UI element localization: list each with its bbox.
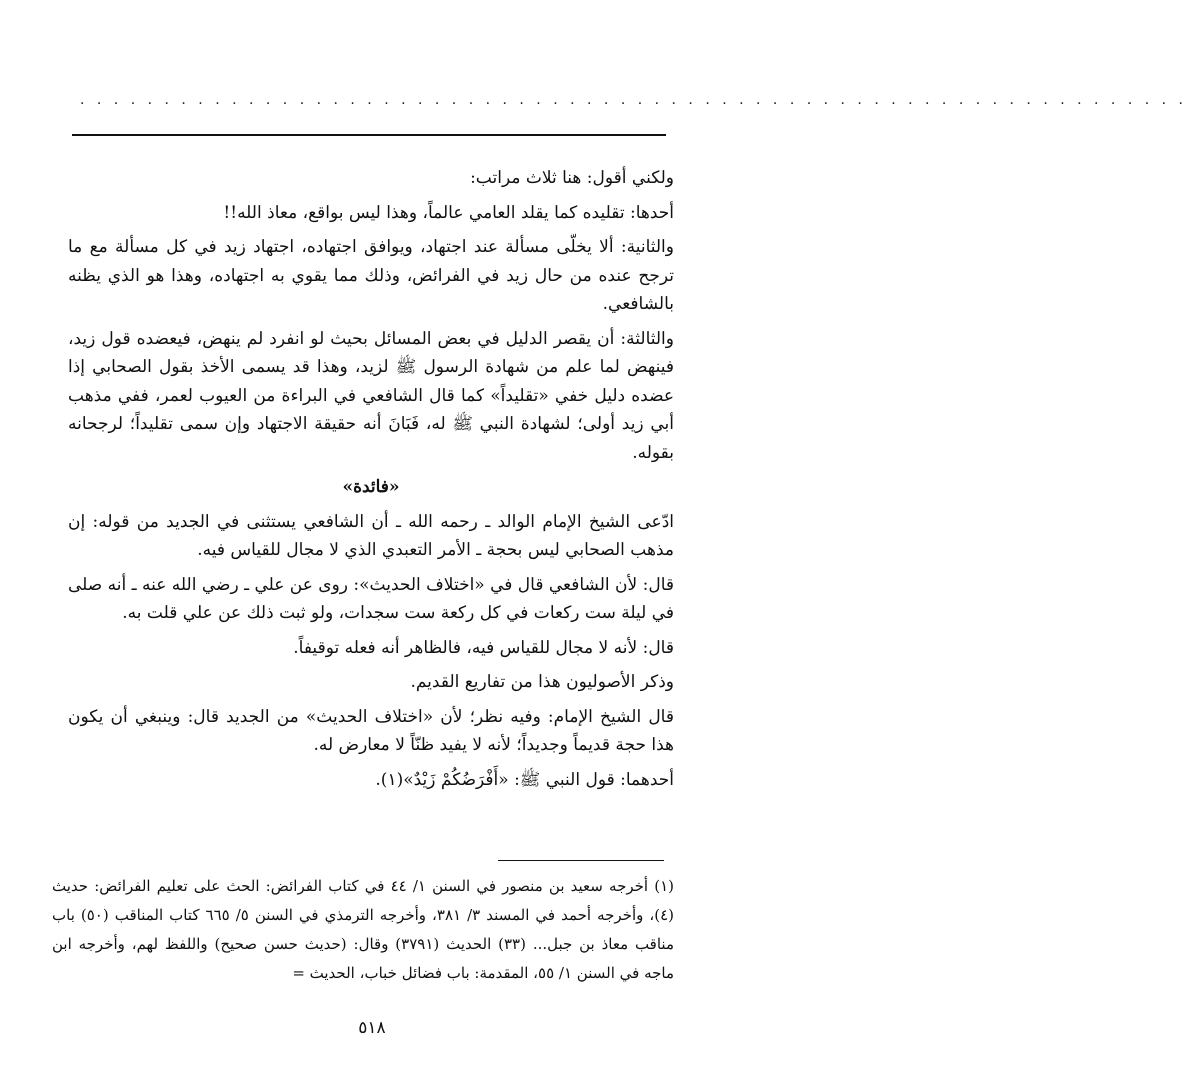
paragraph-usul: وذكر الأصوليون هذا من تفاريع القديم. — [410, 672, 674, 692]
paragraph-claim: ادّعى الشيخ الإمام الوالد ـ رحمه الله ـ أن الشافعي يستثنى في الجديد من قوله: إن مذهب الصحابي ليس بحجة ـ الأمر التعبدي الذي لا مجال للقياس فيه. — [68, 511, 674, 560]
paragraph-intro: ولكني أقول: هنا ثلاث مراتب: — [470, 168, 674, 188]
paragraph-hadith: أحدهما: قول النبي ﷺ: «أَفْرَضُكُمْ زَيْدٌ»(١). — [375, 769, 674, 790]
page-number: ٥١٨ — [358, 1018, 386, 1038]
footnote — [52, 872, 674, 988]
paragraph-objection: قال الشيخ الإمام: وفيه نظر؛ لأن «اختلاف الحديث» من الجديد قال: وينبغي أن يكون هذا حجة قديماً وجديداً؛ لأنه لا يفيد ظنّاً لا معارض له. — [68, 706, 674, 755]
header-rule — [72, 134, 666, 136]
paragraph-first-rank: أحدها: تقليده كما يقلد العامي عالماً، وهذا ليس بواقع، معاذ الله!! — [223, 202, 674, 223]
main-text — [68, 164, 674, 800]
paragraph-third-rank: والثالثة: أن يقصر الدليل في بعض المسائل بحيث لو انفرد لم ينهض، فيعضده قول زيد، فينهض لما علم من شهادة الرسول ﷺ لزيد، وهذا قد يسمى الأخذ بقول الصحابي إذا عضده دليل خفي «تقليداً» كما قال الشافعي في البراءة من العيوب لعمر، ففي مذهب أبي زيد أولى؛ لشهادة النبي ﷺ له، فَبَانَ أنه حقيقة الاجتهاد وإن سمى تقليداً؛ لرجحانه بقوله. — [68, 328, 675, 463]
paragraph-second-rank: والثانية: ألا يخلّى مسألة عند اجتهاد، ويوافق اجتهاده، اجتهاد زيد في كل مسألة مع ما ترجح عنده من حال زيد في الفرائض، وذلك مما يقوي به اجتهاده، وهذا هو الذي يظنه بالشافعي. — [68, 237, 674, 314]
footnote-text: (١) أخرجه سعيد بن منصور في السنن ١/ ٤٤ في كتاب الفرائض: الحث على تعليم الفرائض: حديث (٤)، وأخرجه أحمد في المسند ٣/ ٣٨١، وأخرجه الترمذي في السنن ٥/ ٦٦٥ كتاب المناقب (٥٠) باب مناقب معاذ بن جبل... (٣٣) الحديث (٣٧٩١) وقال: (حديث حسن صحيح) واللفظ لهم، وأخرجه ابن ماجه في السنن ١/ ٥٥، المقدمة: باب فضائل خباب، الحديث = — [52, 877, 674, 982]
paragraph-quote: قال: لأن الشافعي قال في «اختلاف الحديث»: روى عن علي ـ رضي الله عنه ـ أنه صلى في ليلة ست ركعات في كل ركعة ست سجدات، ولو ثبت ذلك عن علي قلت به. — [68, 574, 674, 623]
footnote-rule — [498, 860, 664, 861]
section-heading: «فائدة» — [342, 477, 400, 497]
paragraph-reason: قال: لأنه لا مجال للقياس فيه، فالظاهر أنه فعله توقيفاً. — [293, 637, 674, 658]
header-dotted-line: · · · · · · · · · · · · · · · · · · · · · · · · · · · · · · · · · · · · · · · · · · · · · · · · · · · · · · · · · · · · · · · · · · — [80, 96, 1187, 112]
